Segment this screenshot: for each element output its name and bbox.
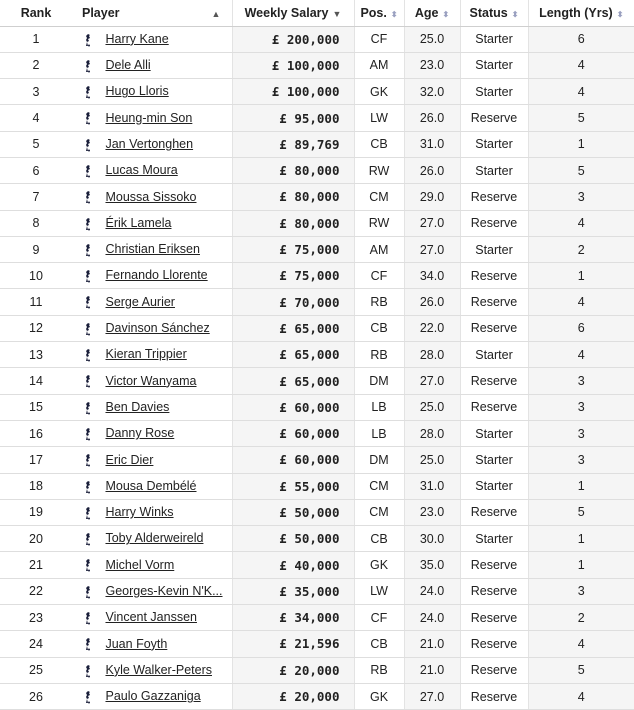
table-row[interactable] [0,499,634,525]
age-cell: 34.0 [404,263,460,289]
player-cell [72,578,232,604]
sort-desc-icon: ▼ [332,8,342,19]
position-cell: CF [354,26,404,52]
table-body [0,26,634,710]
table-row[interactable] [0,473,634,499]
length-cell: 5 [528,105,634,131]
salary-cell: £ 34,000 [232,605,354,631]
rank-cell: 20 [0,526,72,552]
length-cell: 4 [528,342,634,368]
salary-cell: £ 50,000 [232,526,354,552]
spurs-cockerel-icon [84,427,92,441]
position-cell: AM [354,52,404,78]
status-cell: Reserve [460,552,528,578]
length-cell: 4 [528,289,634,315]
position-cell: CB [354,526,404,552]
column-header-player[interactable] [72,0,232,26]
sort-both-icon: ⬍ [442,9,450,19]
table-row[interactable] [0,342,634,368]
status-cell: Reserve [460,394,528,420]
player-cell [72,184,232,210]
length-cell: 1 [528,131,634,157]
age-cell: 26.0 [404,289,460,315]
spurs-cockerel-icon [84,85,92,99]
rank-cell: 10 [0,263,72,289]
length-cell: 4 [528,210,634,236]
status-cell: Reserve [460,289,528,315]
status-cell: Starter [460,79,528,105]
player-name-link[interactable]: Serge Aurier [105,294,175,309]
spurs-cockerel-icon [84,480,92,494]
status-cell: Starter [460,131,528,157]
player-cell [72,79,232,105]
table-row[interactable] [0,447,634,473]
spurs-cockerel-icon [84,295,92,309]
rank-cell: 4 [0,105,72,131]
length-cell: 1 [528,263,634,289]
spurs-cockerel-icon [84,59,92,73]
table-row[interactable] [0,420,634,446]
sort-both-icon: ⬍ [390,9,398,19]
status-cell: Starter [460,447,528,473]
status-cell: Reserve [460,657,528,683]
player-cell [72,105,232,131]
sort-both-icon: ⬍ [616,9,624,19]
length-cell: 4 [528,631,634,657]
table-row[interactable] [0,631,634,657]
player-name-link[interactable]: Georges-Kevin N'K... [105,584,223,599]
spurs-cockerel-icon [84,217,92,231]
rank-cell: 9 [0,236,72,262]
salary-cell: £ 60,000 [232,447,354,473]
salary-cell: £ 21,596 [232,631,354,657]
salary-cell: £ 80,000 [232,157,354,183]
position-cell: CB [354,131,404,157]
position-cell: LB [354,420,404,446]
position-cell: CB [354,631,404,657]
player-name-link[interactable]: Dele Alli [105,58,151,73]
player-name-link[interactable]: Christian Eriksen [105,242,200,257]
position-cell: LW [354,578,404,604]
age-cell: 22.0 [404,315,460,341]
table-row[interactable] [0,394,634,420]
spurs-cockerel-icon [84,506,92,520]
player-cell [72,420,232,446]
spurs-cockerel-icon [84,558,92,572]
table-row[interactable] [0,131,634,157]
age-cell: 27.0 [404,210,460,236]
status-cell: Reserve [460,368,528,394]
length-cell: 1 [528,526,634,552]
position-cell: RB [354,657,404,683]
age-cell: 26.0 [404,105,460,131]
player-name-link[interactable]: Vincent Janssen [105,610,197,625]
length-cell: 6 [528,315,634,341]
salary-cell: £ 80,000 [232,184,354,210]
salary-cell: £ 35,000 [232,578,354,604]
player-cell [72,552,232,578]
spurs-cockerel-icon [84,33,92,47]
rank-cell: 8 [0,210,72,236]
player-cell [72,657,232,683]
spurs-cockerel-icon [84,453,92,467]
rank-cell: 1 [0,26,72,52]
player-name-link[interactable]: Eric Dier [105,452,154,467]
spurs-cockerel-icon [84,243,92,257]
age-cell: 21.0 [404,631,460,657]
salary-cell: £ 95,000 [232,105,354,131]
rank-cell: 3 [0,79,72,105]
salary-cell: £ 75,000 [232,236,354,262]
table-row[interactable] [0,289,634,315]
column-header-label: Status [469,5,508,20]
table-row[interactable] [0,578,634,604]
player-cell [72,315,232,341]
player-cell [72,157,232,183]
table-row[interactable] [0,105,634,131]
spurs-cockerel-icon [84,374,92,388]
player-name-link[interactable]: Jan Vertonghen [105,136,194,151]
salary-cell: £ 200,000 [232,26,354,52]
rank-cell: 15 [0,394,72,420]
length-cell: 6 [528,26,634,52]
salary-cell: £ 100,000 [232,79,354,105]
table-row[interactable] [0,315,634,341]
length-cell: 3 [528,447,634,473]
player-name-link[interactable]: Heung-min Son [105,110,193,125]
position-cell: RB [354,289,404,315]
length-cell: 5 [528,499,634,525]
player-name-link[interactable]: Ben Davies [105,399,170,414]
salary-cell: £ 20,000 [232,683,354,709]
age-cell: 29.0 [404,184,460,210]
player-name-link[interactable]: Michel Vorm [105,557,175,572]
position-cell: CB [354,315,404,341]
player-cell [72,236,232,262]
status-cell: Reserve [460,683,528,709]
rank-cell: 13 [0,342,72,368]
player-cell [72,289,232,315]
player-name-link[interactable]: Mousa Dembélé [105,478,197,493]
salary-cell: £ 60,000 [232,420,354,446]
player-name-link[interactable]: Toby Alderweireld [105,531,204,546]
rank-cell: 22 [0,578,72,604]
column-header-rank[interactable] [0,0,72,26]
salary-cell: £ 70,000 [232,289,354,315]
player-cell [72,52,232,78]
length-cell: 4 [528,52,634,78]
player-name-link[interactable]: Paulo Gazzaniga [105,689,201,704]
player-cell [72,342,232,368]
length-cell: 4 [528,683,634,709]
age-cell: 28.0 [404,342,460,368]
rank-cell: 19 [0,499,72,525]
player-name-link[interactable]: Hugo Lloris [105,84,169,99]
player-cell [72,605,232,631]
position-cell: RW [354,157,404,183]
spurs-cockerel-icon [84,348,92,362]
position-cell: RW [354,210,404,236]
player-name-link[interactable]: Davinson Sánchez [105,321,210,336]
salary-cell: £ 20,000 [232,657,354,683]
age-cell: 27.0 [404,368,460,394]
status-cell: Reserve [460,184,528,210]
length-cell: 2 [528,236,634,262]
spurs-cockerel-icon [84,111,92,125]
position-cell: CM [354,499,404,525]
player-cell [72,210,232,236]
age-cell: 26.0 [404,157,460,183]
age-cell: 35.0 [404,552,460,578]
table-row[interactable] [0,605,634,631]
sort-both-icon: ⬍ [511,9,519,19]
length-cell: 3 [528,578,634,604]
column-header-age[interactable] [404,0,460,26]
length-cell: 3 [528,368,634,394]
age-cell: 24.0 [404,605,460,631]
player-cell [72,26,232,52]
salary-cell: £ 65,000 [232,342,354,368]
position-cell: CM [354,473,404,499]
age-cell: 30.0 [404,526,460,552]
table-row[interactable] [0,236,634,262]
spurs-cockerel-icon [84,164,92,178]
table-row[interactable] [0,52,634,78]
age-cell: 31.0 [404,131,460,157]
position-cell: CF [354,605,404,631]
position-cell: AM [354,236,404,262]
spurs-cockerel-icon [84,401,92,415]
player-cell [72,631,232,657]
rank-cell: 25 [0,657,72,683]
status-cell: Reserve [460,605,528,631]
salary-cell: £ 60,000 [232,394,354,420]
column-header-label: Player [82,5,120,20]
player-cell [72,394,232,420]
rank-cell: 23 [0,605,72,631]
status-cell: Starter [460,526,528,552]
column-header-salary[interactable] [232,0,354,26]
position-cell: CF [354,263,404,289]
age-cell: 31.0 [404,473,460,499]
column-header-pos[interactable] [354,0,404,26]
rank-cell: 6 [0,157,72,183]
table-row[interactable] [0,526,634,552]
rank-cell: 17 [0,447,72,473]
status-cell: Reserve [460,499,528,525]
column-header-label: Age [414,5,439,20]
salary-cell: £ 80,000 [232,210,354,236]
length-cell: 3 [528,420,634,446]
salary-cell: £ 75,000 [232,263,354,289]
position-cell: LW [354,105,404,131]
status-cell: Starter [460,473,528,499]
position-cell: CM [354,184,404,210]
player-cell [72,447,232,473]
spurs-cockerel-icon [84,322,92,336]
player-name-link[interactable]: Kyle Walker-Peters [105,662,212,677]
age-cell: 24.0 [404,578,460,604]
position-cell: DM [354,447,404,473]
length-cell: 3 [528,184,634,210]
status-cell: Reserve [460,105,528,131]
column-header-length[interactable] [528,0,634,26]
table-row[interactable] [0,26,634,52]
spurs-cockerel-icon [84,611,92,625]
length-cell: 4 [528,79,634,105]
status-cell: Reserve [460,210,528,236]
header-row [0,0,634,26]
position-cell: GK [354,683,404,709]
player-name-link[interactable]: Lucas Moura [105,163,178,178]
player-cell [72,131,232,157]
spurs-cockerel-icon [84,532,92,546]
rank-cell: 12 [0,315,72,341]
player-name-link[interactable]: Moussa Sissoko [105,189,197,204]
position-cell: GK [354,552,404,578]
salary-cell: £ 40,000 [232,552,354,578]
player-cell [72,473,232,499]
salary-cell: £ 100,000 [232,52,354,78]
salary-cell: £ 50,000 [232,499,354,525]
rank-cell: 2 [0,52,72,78]
rank-cell: 26 [0,683,72,709]
salary-cell: £ 65,000 [232,368,354,394]
status-cell: Starter [460,236,528,262]
spurs-cockerel-icon [84,138,92,152]
status-cell: Reserve [460,631,528,657]
position-cell: LB [354,394,404,420]
player-name-link[interactable]: Érik Lamela [105,215,172,230]
column-header-label: Length (Yrs) [539,5,613,20]
table-row[interactable] [0,683,634,709]
age-cell: 32.0 [404,79,460,105]
status-cell: Starter [460,342,528,368]
rank-cell: 7 [0,184,72,210]
table-row[interactable] [0,657,634,683]
length-cell: 5 [528,157,634,183]
age-cell: 27.0 [404,683,460,709]
player-name-link[interactable]: Kieran Trippier [105,347,187,362]
table-row[interactable] [0,263,634,289]
column-header-status[interactable] [460,0,528,26]
player-name-link[interactable]: Harry Kane [105,31,169,46]
column-header-label: Rank [20,5,52,20]
age-cell: 23.0 [404,499,460,525]
spurs-cockerel-icon [84,269,92,283]
spurs-cockerel-icon [84,690,92,704]
status-cell: Reserve [460,263,528,289]
age-cell: 25.0 [404,26,460,52]
salary-cell: £ 55,000 [232,473,354,499]
player-name-link[interactable]: Danny Rose [105,426,175,441]
player-name-link[interactable]: Victor Wanyama [105,373,197,388]
rank-cell: 11 [0,289,72,315]
player-cell [72,526,232,552]
salary-cell: £ 89,769 [232,131,354,157]
length-cell: 3 [528,394,634,420]
player-name-link[interactable]: Fernando Llorente [105,268,208,283]
position-cell: RB [354,342,404,368]
table-row[interactable] [0,157,634,183]
table-row[interactable] [0,368,634,394]
position-cell: GK [354,79,404,105]
status-cell: Reserve [460,578,528,604]
spurs-cockerel-icon [84,585,92,599]
table-row[interactable] [0,552,634,578]
rank-cell: 5 [0,131,72,157]
age-cell: 21.0 [404,657,460,683]
status-cell: Starter [460,26,528,52]
spurs-cockerel-icon [84,637,92,651]
table-row[interactable] [0,184,634,210]
player-name-link[interactable]: Harry Winks [105,505,174,520]
player-cell [72,683,232,709]
player-cell [72,368,232,394]
length-cell: 1 [528,552,634,578]
table-row[interactable] [0,79,634,105]
age-cell: 25.0 [404,394,460,420]
rank-cell: 24 [0,631,72,657]
age-cell: 25.0 [404,447,460,473]
status-cell: Reserve [460,315,528,341]
sort-asc-icon: ▲ [211,8,221,19]
age-cell: 27.0 [404,236,460,262]
status-cell: Starter [460,157,528,183]
age-cell: 23.0 [404,52,460,78]
status-cell: Starter [460,420,528,446]
status-cell: Starter [460,52,528,78]
salary-cell: £ 65,000 [232,315,354,341]
length-cell: 2 [528,605,634,631]
column-header-label: Weekly Salary [244,5,329,20]
length-cell: 1 [528,473,634,499]
rank-cell: 21 [0,552,72,578]
table-row[interactable] [0,210,634,236]
rank-cell: 16 [0,420,72,446]
player-name-link[interactable]: Juan Foyth [105,636,168,651]
age-cell: 28.0 [404,420,460,446]
rank-cell: 18 [0,473,72,499]
rank-cell: 14 [0,368,72,394]
length-cell: 5 [528,657,634,683]
column-header-label: Pos. [360,5,387,20]
player-cell [72,263,232,289]
player-cell [72,499,232,525]
position-cell: DM [354,368,404,394]
spurs-cockerel-icon [84,190,92,204]
spurs-cockerel-icon [84,664,92,678]
